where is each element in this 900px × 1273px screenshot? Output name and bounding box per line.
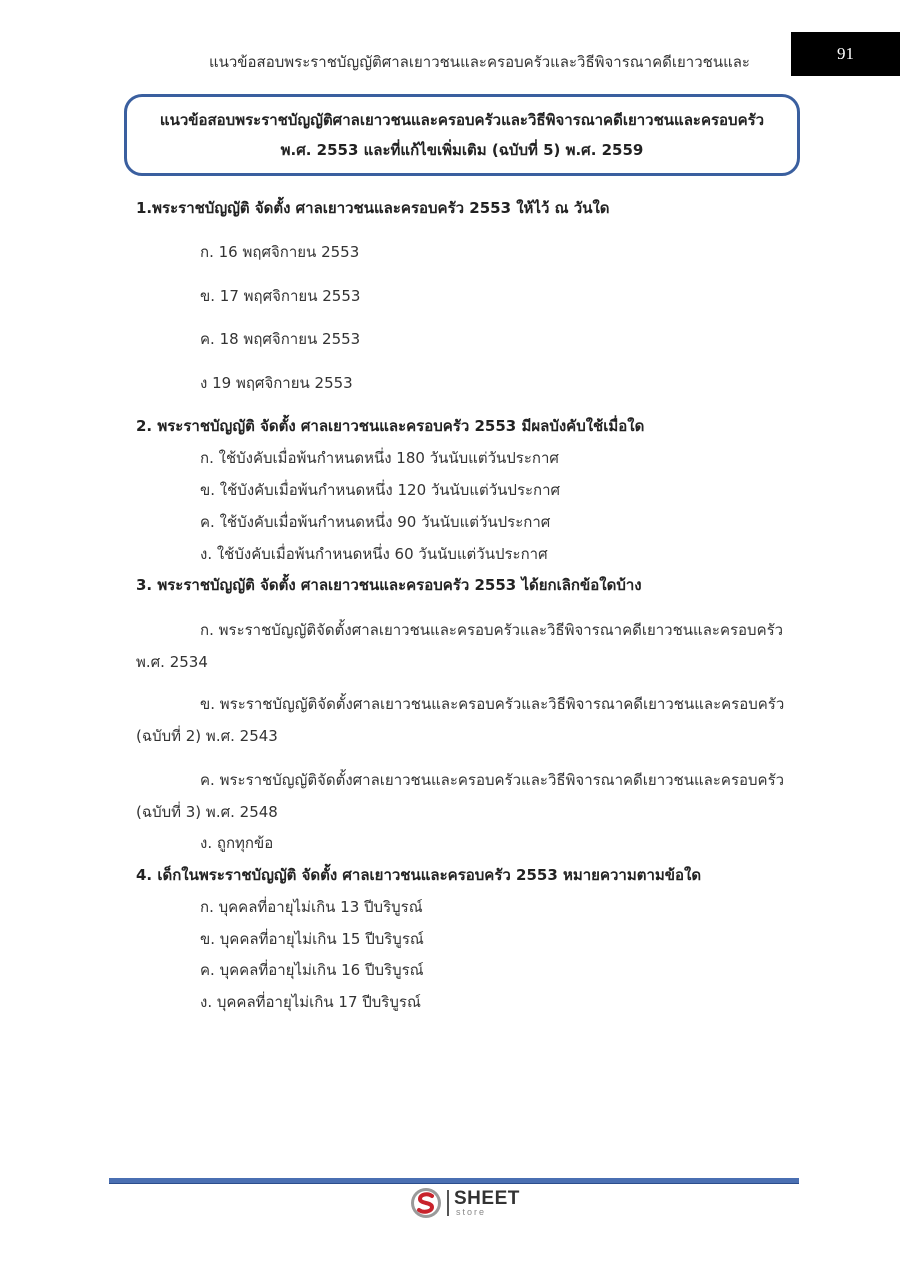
running-header: แนวข้อสอบพระราชบัญญัติศาลเยาวชนและครอบครัวและวิธีพิจารณาคดีเยาวชนและ xyxy=(208,53,750,71)
sheet-store-logo xyxy=(409,1186,520,1220)
question-3-option-d: ง. ถูกทุกข้อ xyxy=(200,834,274,852)
question-3-option-b-cont: (ฉบับที่ 2) พ.ศ. 2543 xyxy=(136,727,278,745)
question-4-option-b: ข. บุคคลที่อายุไม่เกิน 15 ปีบริบูรณ์ xyxy=(200,930,424,948)
question-2-option-b: ข. ใช้บังคับเมื่อพ้นกำหนดหนึ่ง 120 วันนับแต่วันประกาศ xyxy=(200,481,561,499)
question-3-option-a: ก. พระราชบัญญัติจัดตั้งศาลเยาวชนและครอบครัวและวิธีพิจารณาคดีเยาวชนและครอบครัว xyxy=(200,621,784,639)
question-4-option-c: ค. บุคคลที่อายุไม่เกิน 16 ปีบริบูรณ์ xyxy=(200,961,424,979)
question-2-option-a: ก. ใช้บังคับเมื่อพ้นกำหนดหนึ่ง 180 วันนับแต่วันประกาศ xyxy=(200,449,559,467)
logo-main-text: SHEET xyxy=(454,1188,520,1209)
question-1-option-c: ค. 18 พฤศจิกายน 2553 xyxy=(200,330,361,348)
page-number: 91 xyxy=(791,32,900,76)
question-4: 4. เด็กในพระราชบัญญัติ จัดตั้ง ศาลเยาวชนและครอบครัว 2553 หมายความตามข้อใด xyxy=(136,866,702,884)
logo-wordmark xyxy=(454,1189,520,1217)
question-4-option-d: ง. บุคคลที่อายุไม่เกิน 17 ปีบริบูรณ์ xyxy=(200,993,421,1011)
footer-rule xyxy=(109,1178,799,1184)
question-3-option-a-cont: พ.ศ. 2534 xyxy=(136,653,208,671)
question-2-option-d: ง. ใช้บังคับเมื่อพ้นกำหนดหนึ่ง 60 วันนับแต่วันประกาศ xyxy=(200,545,548,563)
question-1-option-a: ก. 16 พฤศจิกายน 2553 xyxy=(200,243,360,261)
title-line-1: แนวข้อสอบพระราชบัญญัติศาลเยาวชนและครอบครัวและวิธีพิจารณาคดีเยาวชนและครอบครัว xyxy=(159,111,765,129)
question-4-option-a: ก. บุคคลที่อายุไม่เกิน 13 ปีบริบูรณ์ xyxy=(200,898,423,916)
title-box xyxy=(124,94,800,176)
question-3-option-b: ข. พระราชบัญญัติจัดตั้งศาลเยาวชนและครอบครัวและวิธีพิจารณาคดีเยาวชนและครอบครัว xyxy=(200,695,785,713)
question-1: 1.พระราชบัญญัติ จัดตั้ง ศาลเยาวชนและครอบครัว 2553 ให้ไว้ ณ วันใด xyxy=(136,199,610,217)
question-3-option-c-cont: (ฉบับที่ 3) พ.ศ. 2548 xyxy=(136,803,278,821)
logo-sub-text: store xyxy=(456,1207,487,1217)
logo-divider xyxy=(447,1190,449,1216)
sheet-store-logo-icon xyxy=(409,1186,443,1220)
question-2: 2. พระราชบัญญัติ จัดตั้ง ศาลเยาวชนและครอบครัว 2553 มีผลบังคับใช้เมื่อใด xyxy=(136,417,645,435)
question-3: 3. พระราชบัญญัติ จัดตั้ง ศาลเยาวชนและครอบครัว 2553 ได้ยกเลิกข้อใดบ้าง xyxy=(136,576,642,594)
question-3-option-c: ค. พระราชบัญญัติจัดตั้งศาลเยาวชนและครอบครัวและวิธีพิจารณาคดีเยาวชนและครอบครัว xyxy=(200,771,785,789)
question-2-option-c: ค. ใช้บังคับเมื่อพ้นกำหนดหนึ่ง 90 วันนับแต่วันประกาศ xyxy=(200,513,551,531)
question-1-option-b: ข. 17 พฤศจิกายน 2553 xyxy=(200,287,361,305)
title-line-2: พ.ศ. 2553 และที่แก้ไขเพิ่มเติม (ฉบับที่ 5) พ.ศ. 2559 xyxy=(280,141,644,159)
question-1-option-d: ง 19 พฤศจิกายน 2553 xyxy=(200,374,353,392)
